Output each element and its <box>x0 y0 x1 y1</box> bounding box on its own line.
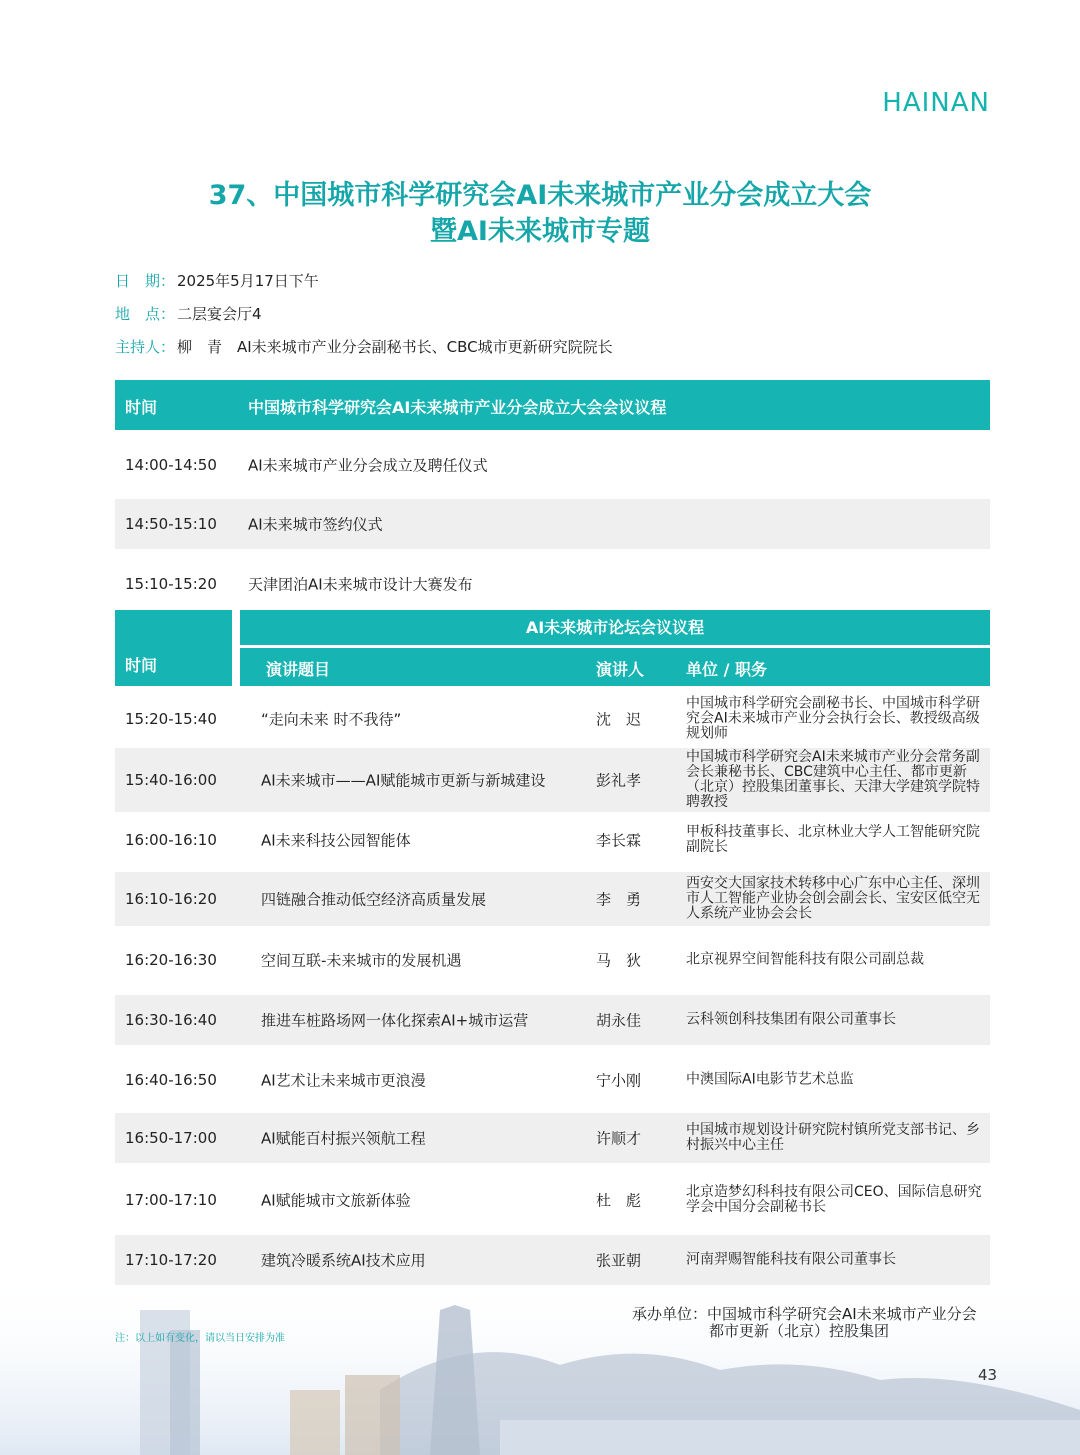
meta-place <box>115 303 262 324</box>
row-speaker: 马 狄 <box>596 951 642 970</box>
table1-col-time: 时间 <box>125 398 158 417</box>
table2-row <box>115 748 990 812</box>
row-topic: 空间互联-未来城市的发展机遇 <box>261 951 462 970</box>
row-item: AI未来城市产业分会成立及聘任仪式 <box>248 456 488 475</box>
title-line-1: 37、中国城市科学研究会AI未来城市产业分会成立大会 <box>208 180 872 211</box>
row-org: 中国城市科学研究会副秘书长、中国城市科学研究会AI未来城市产业分会执行会长、教授级高级规划师 <box>686 695 980 742</box>
row-time: 14:00-14:50 <box>125 456 217 474</box>
row-topic: AI未来城市——AI赋能城市更新与新城建设 <box>261 771 546 790</box>
organizer-line-1: 承办单位：中国城市科学研究会AI未来城市产业分会 <box>632 1305 977 1323</box>
row-org: 中国城市科学研究会AI未来城市产业分会常务副会长兼秘书长、CBC建筑中心主任、都市更新（北京）控股集团董事长、天津大学建筑学院特聘教授 <box>686 749 980 810</box>
row-org: 中国城市规划设计研究院村镇所党支部书记、乡村振兴中心主任 <box>686 1122 980 1153</box>
table1-row <box>115 559 990 609</box>
row-topic: AI赋能城市文旅新体验 <box>261 1191 411 1210</box>
row-speaker: 宁小刚 <box>596 1071 642 1090</box>
table2-col-topic: 演讲题目 <box>266 660 331 679</box>
table2-row <box>115 1055 990 1105</box>
row-time: 14:50-15:10 <box>125 515 217 533</box>
organizer-line-2: 都市更新（北京）控股集团 <box>709 1322 890 1340</box>
brand-label: HAINAN <box>882 88 990 118</box>
row-topic: “走向未来 时不我待” <box>261 710 402 729</box>
table2-row <box>115 935 990 985</box>
table1-row <box>115 440 990 490</box>
row-org: 西安交大国家技术转移中心广东中心主任、深圳市人工智能产业协会创会副会长、宝安区低空无人系统产业协会会长 <box>686 875 980 922</box>
row-time: 17:10-17:20 <box>125 1251 217 1269</box>
table2-col-time-label: 时间 <box>125 656 158 675</box>
row-topic: 四链融合推动低空经济高质量发展 <box>261 890 487 909</box>
row-item: AI未来城市签约仪式 <box>248 515 383 534</box>
table1-row <box>115 499 990 549</box>
row-org: 北京视界空间智能科技有限公司副总裁 <box>686 951 924 968</box>
footnote: 注：以上如有变化，请以当日安排为准 <box>115 1333 285 1344</box>
title-line-2: 暨AI未来城市专题 <box>430 216 650 247</box>
table2-row <box>115 690 990 748</box>
row-time: 16:10-16:20 <box>125 890 217 908</box>
row-time: 16:20-16:30 <box>125 951 217 969</box>
place-value: 二层宴会厅4 <box>177 305 262 323</box>
organizer-info <box>632 1306 977 1340</box>
table2-col-time <box>115 610 232 686</box>
meta-date <box>115 270 319 291</box>
page-title <box>0 178 1080 250</box>
row-time: 15:10-15:20 <box>125 575 217 593</box>
row-topic: AI赋能百村振兴领航工程 <box>261 1129 426 1148</box>
row-time: 15:20-15:40 <box>125 710 217 728</box>
row-org: 云科领创科技集团有限公司董事长 <box>686 1011 896 1028</box>
table2-row <box>115 995 990 1045</box>
row-time: 16:40-16:50 <box>125 1071 217 1089</box>
row-org: 中澳国际AI电影节艺术总监 <box>686 1071 854 1088</box>
row-speaker: 李 勇 <box>596 890 642 909</box>
table2-row <box>115 815 990 865</box>
row-speaker: 胡永佳 <box>596 1011 642 1030</box>
row-org: 河南羿赐智能科技有限公司董事长 <box>686 1251 896 1268</box>
table2-subheader <box>240 648 990 686</box>
table1-header <box>115 380 990 430</box>
host-value: 柳 青 AI未来城市产业分会副秘书长、CBC城市更新研究院院长 <box>177 338 613 356</box>
table2-row <box>115 1113 990 1163</box>
date-label: 日 期： <box>115 272 176 290</box>
row-topic: AI艺术让未来城市更浪漫 <box>261 1071 426 1090</box>
meta-host <box>115 336 613 357</box>
row-org: 北京造梦幻科科技有限公司CEO、国际信息研究学会中国分会副秘书长 <box>686 1184 982 1215</box>
row-topic: 推进车桩路场网一体化探索AI+城市运营 <box>261 1011 529 1030</box>
city-skyline-illustration <box>0 1270 1080 1455</box>
row-time: 17:00-17:10 <box>125 1191 217 1209</box>
page-number: 43 <box>978 1366 998 1384</box>
row-time: 16:30-16:40 <box>125 1011 217 1029</box>
table2-row <box>115 1235 990 1285</box>
row-speaker: 张亚朝 <box>596 1251 642 1270</box>
row-topic: AI未来科技公园智能体 <box>261 831 411 850</box>
host-label: 主持人： <box>115 338 176 356</box>
table2-row <box>115 1175 990 1225</box>
row-speaker: 沈 迟 <box>596 710 642 729</box>
row-speaker: 李长霖 <box>596 831 642 850</box>
table2-row <box>115 872 990 926</box>
table2-section-title: AI未来城市论坛会议议程 <box>240 610 990 645</box>
table2-col-org: 单位 / 职务 <box>686 660 767 679</box>
row-speaker: 杜 彪 <box>596 1191 642 1210</box>
row-time: 16:00-16:10 <box>125 831 217 849</box>
row-item: 天津团泊AI未来城市设计大赛发布 <box>248 575 473 594</box>
row-topic: 建筑冷暖系统AI技术应用 <box>261 1251 426 1270</box>
row-speaker: 许顺才 <box>596 1129 642 1148</box>
table2-col-speaker: 演讲人 <box>596 660 645 679</box>
row-time: 16:50-17:00 <box>125 1129 217 1147</box>
row-speaker: 彭礼孝 <box>596 771 642 790</box>
date-value: 2025年5月17日下午 <box>177 272 319 290</box>
row-time: 15:40-16:00 <box>125 771 217 789</box>
row-org: 甲板科技董事长、北京林业大学人工智能研究院副院长 <box>686 824 980 855</box>
table1-col-title: 中国城市科学研究会AI未来城市产业分会成立大会会议议程 <box>248 398 667 417</box>
place-label: 地 点： <box>115 305 176 323</box>
